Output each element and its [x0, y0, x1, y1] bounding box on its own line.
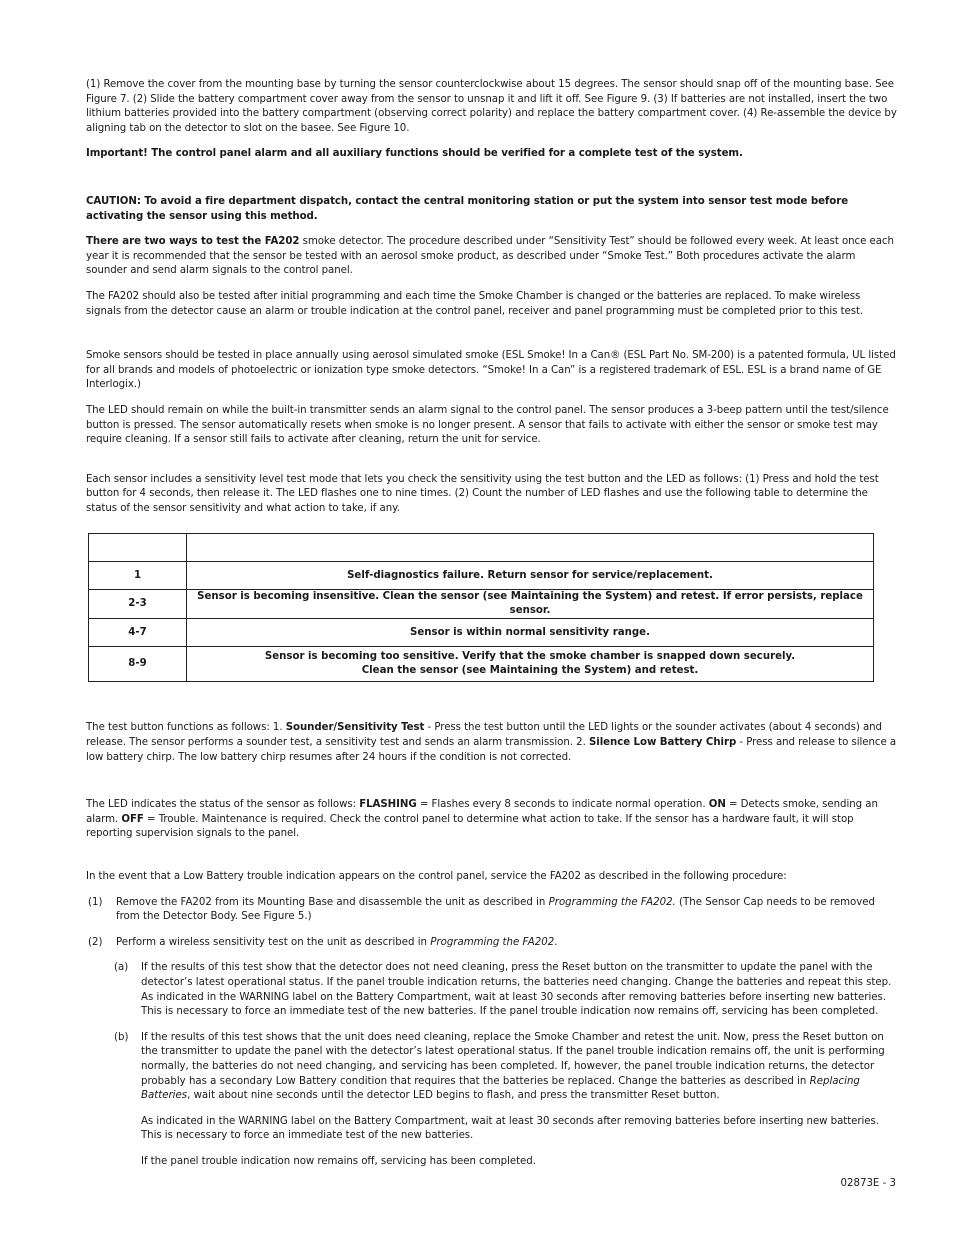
substep-text: If the results of this test show that the detector does not need cleaning, press the Reset button on the transmitter to update the panel with the detector’s latest operational status. If the panel trouble indication returns, the batteries need changing. Change the batteries and repeat this step. As indicated in the WARNING label on the Battery Compartment, wait at least 30 seconds after removing batteries before inserting new batteries. This is necessary to force an immediate test of the new batteries. If the panel trouble indication now remains off, servicing has been completed. [141, 962, 892, 1018]
smoke-test-paragraph: Smoke sensors should be tested in place annually using aerosol simulated smoke (ESL Smoke! In a Can® (ESL Part No. SM-200) is a patented formula, UL listed for all brands and models of photoelectric or ionization type smoke detectors. “Smoke! In a Can” is a registered trademark of ESL. ESL is a brand name of GE Interlogix.) [86, 350, 896, 391]
flash-count-cell: 1 [89, 562, 187, 590]
battery-warning-note: As indicated in the WARNING label on the Battery Compartment, wait at least 30 seconds after removing batteries before inserting new batteries. This is necessary to force an immediate test of the new batteries. [141, 1115, 879, 1142]
substep-letter: (b) [114, 1031, 129, 1043]
table-row [89, 619, 874, 647]
list-item [86, 1031, 897, 1104]
page-footer: 02873E - 3 [840, 1178, 896, 1189]
flash-count-cell: 2-3 [89, 590, 187, 619]
test-button-paragraph: The test button functions as follows: 1. Sounder/Sensitivity Test - Press the test button until the LED lights or the sounder activates (about 4 seconds) and release. The sensor performs a sounder test, a sensitivity test and sends an alarm transmission. 2. Silence Low Battery Chirp - Press and release to silence a low battery chirp. The low battery chirp resumes after 24 hours if the condition is not corrected. [86, 722, 897, 763]
step-number: (1) [88, 896, 103, 908]
after-programming-paragraph: The FA202 should also be tested after initial programming and each time the Smoke Chamber is changed or the batteries are replaced. To make wireless signals from the detector cause an alarm or trouble indication at the control panel, receiver and panel programming must be completed prior to this test. [86, 290, 864, 317]
table-header-flashes [89, 534, 187, 562]
table-header-row [89, 534, 874, 562]
table-row [89, 590, 874, 619]
action-cell: Self-diagnostics failure. Return sensor for service/replacement. [187, 562, 874, 590]
sensitivity-table [88, 533, 874, 682]
action-cell: Sensor is becoming insensitive. Clean the sensor (see Maintaining the System) and retest. If error persists, replace sensor. [187, 590, 874, 619]
led-remain-paragraph: The LED should remain on while the built-in transmitter sends an alarm signal to the control panel. The sensor produces a 3-beep pattern until the test/silence button is pressed. The sensor automatically resets when smoke is no longer present. A sensor that fails to activate with either the sensor or smoke test may require cleaning. If a sensor still fails to activate after cleaning, return the unit for service. [86, 404, 889, 446]
document-page [86, 78, 897, 1170]
sensitivity-paragraph: Each sensor includes a sensitivity level test mode that lets you check the sensitivity using the test button and the LED as follows: (1) Press and hold the test button for 4 seconds, then release it. The LED flashes one to nine times. (2) Count the number of LED flashes and use the following table to determine the status of the sensor sensitivity and what action to take, if any. [86, 473, 879, 514]
table-header-action [187, 534, 874, 562]
important-note: Important! The control panel alarm and all auxiliary functions should be verified for a complete test of the system. [86, 148, 743, 160]
flash-count-cell: 4-7 [89, 619, 187, 647]
substep-text: If the results of this test shows that the unit does need cleaning, replace the Smoke Chamber and retest the unit. Now, press the Reset button on the transmitter to update the panel with the detector’s latest operational status. If the panel trouble indication remains off, the unit is performing normally, the batteries do not need changing, and servicing has been completed. If, however, the panel trouble indication returns, the detector probably has a secondary Low Battery condition that requires that the batteries be replaced. Change the batteries as described in Replacing Batteries, wait about nine seconds until the detector LED begins to flash, and press the transmitter Reset button. [141, 1031, 885, 1102]
table-row [89, 562, 874, 590]
low-battery-intro: In the event that a Low Battery trouble indication appears on the control panel, service the FA202 as described in the following procedure: [86, 871, 787, 883]
caution-note: CAUTION: To avoid a fire department dispatch, contact the central monitoring station or put the system into sensor test mode before activating the sensor using this method. [86, 195, 849, 222]
low-battery-procedure [86, 896, 897, 1170]
step-text: Remove the FA202 from its Mounting Base and disassemble the unit as described in Programming the FA202. (The Sensor Cap needs to be removed from the Detector Body. See Figure 5.) [116, 896, 876, 923]
two-ways-paragraph: There are two ways to test the FA202 smoke detector. The procedure described under “Sensitivity Test” should be followed every week. At least once each year it is recommended that the sensor be tested with an aerosol smoke product, as described under “Smoke Test.” Both procedures activate the alarm sounder and send alarm signals to the control panel. [86, 236, 894, 277]
action-cell: Sensor is within normal sensitivity range. [187, 619, 874, 647]
list-item [86, 896, 897, 925]
servicing-complete-note: If the panel trouble indication now remains off, servicing has been completed. [141, 1155, 536, 1167]
substep-letter: (a) [114, 962, 129, 974]
install-battery-paragraph: (1) Remove the cover from the mounting base by turning the sensor counterclockwise about 15 degrees. The sensor should snap off of the mounting base. See Figure 7. (2) Slide the battery compartment cover away from the sensor to unsnap it and lift it off. See Figure 9. (3) If batteries are not installed, insert the two lithium batteries provided into the battery compartment (observing correct polarity) and replace the battery compartment cover. (4) Re-assemble the device by aligning tab on the detector to slot on the basee. See Figure 10. [86, 79, 897, 134]
table-row [89, 647, 874, 682]
step-number: (2) [88, 936, 103, 948]
led-status-paragraph: The LED indicates the status of the sensor as follows: FLASHING = Flashes every 8 seconds to indicate normal operation. ON = Detects smoke, sending an alarm. OFF = Trouble. Maintenance is required. Check the control panel to determine what action to take. If the sensor has a hardware fault, it will stop reporting supervision signals to the panel. [86, 799, 878, 840]
action-cell: Sensor is becoming too sensitive. Verify that the smoke chamber is snapped down securely. Clean the sensor (see Maintaining the System) and retest. [187, 647, 874, 682]
step-text: Perform a wireless sensitivity test on the unit as described in Programming the FA202. [116, 936, 558, 948]
list-item [86, 936, 897, 951]
flash-count-cell: 8-9 [89, 647, 187, 682]
list-item [86, 961, 897, 1019]
